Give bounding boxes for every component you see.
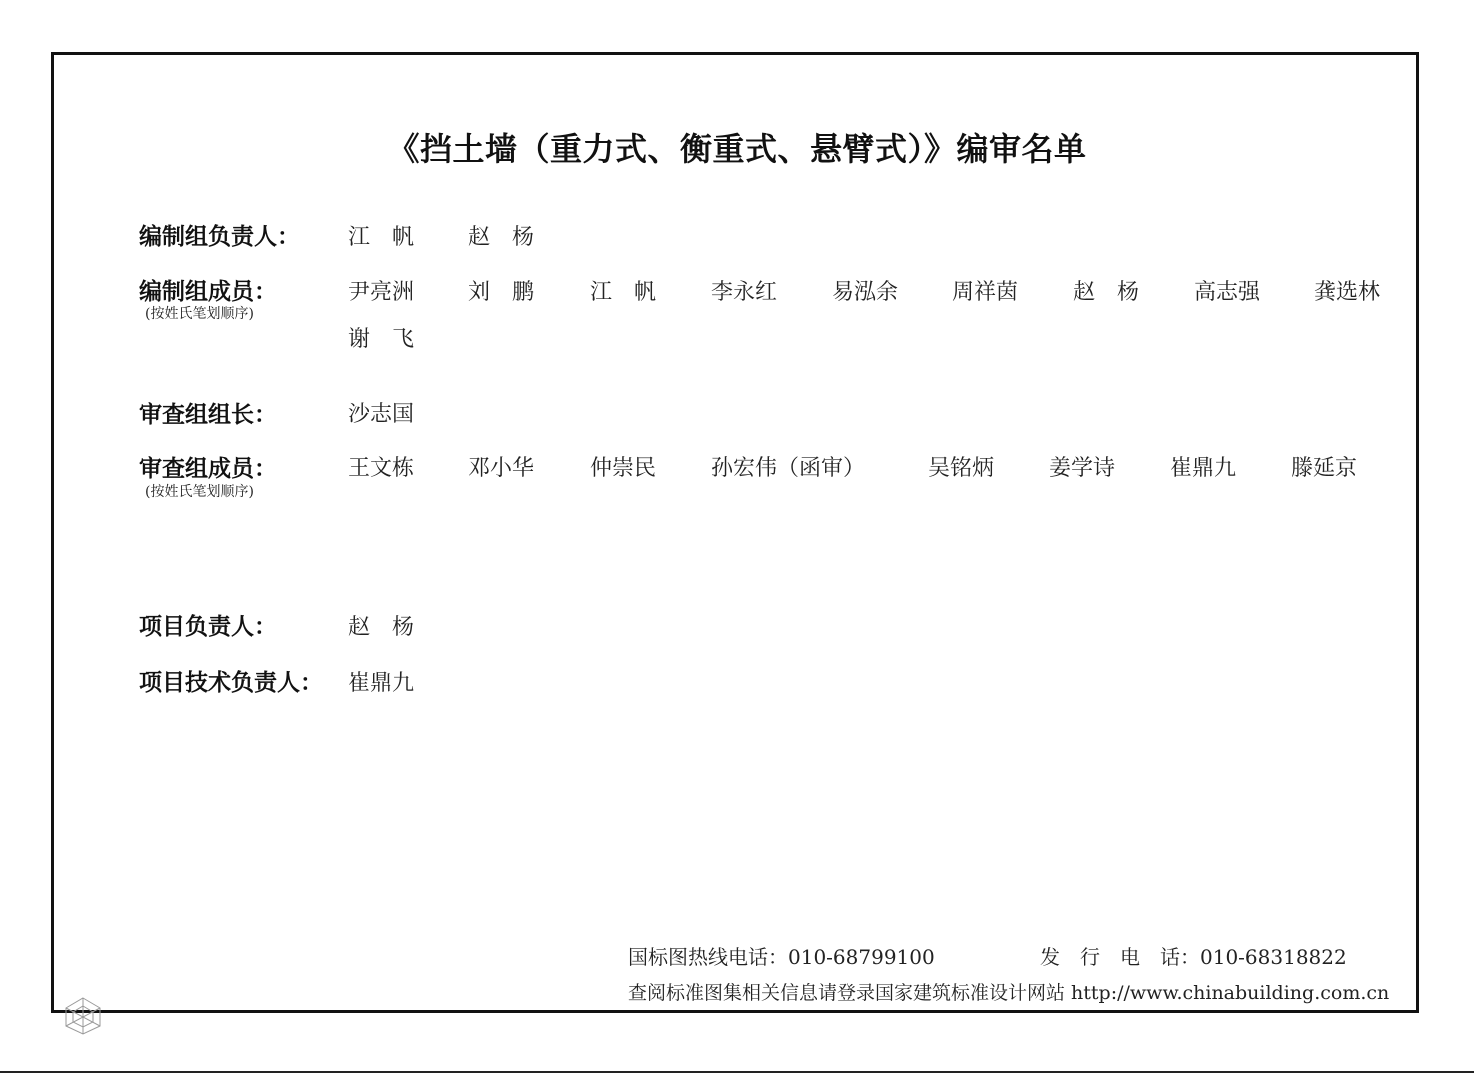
review-member-name: 吴铭炳 <box>928 456 995 481</box>
compile-member-name: 周祥茵 <box>952 280 1019 305</box>
review-members-note: (按姓氏笔划顺序) <box>145 484 254 500</box>
hotline-text: 国标图热线电话：010-68799100 <box>628 945 935 969</box>
review-member-name: 滕延京 <box>1291 456 1358 481</box>
compile-member-name: 江 帆 <box>590 280 657 305</box>
review-members-label: 审查组成员： <box>139 456 277 482</box>
review-leader-label: 审查组组长： <box>139 402 277 428</box>
compile-member-name: 刘 鹏 <box>468 280 535 305</box>
review-member-name: 邓小华 <box>468 456 535 481</box>
compile-members-label: 编制组成员： <box>139 279 277 305</box>
compile-leader-name: 江 帆 <box>348 225 415 250</box>
compile-member-name: 易泓余 <box>832 280 899 305</box>
bottom-rule <box>0 1071 1474 1073</box>
compile-members-note: (按姓氏笔划顺序) <box>145 306 254 322</box>
compile-member-name: 尹亮洲 <box>348 280 415 305</box>
review-leader-name: 沙志国 <box>348 402 415 427</box>
website-note: 查阅标准图集相关信息请登录国家建筑标准设计网站 http://www.chinabuilding.com.cn <box>628 982 1390 1004</box>
review-member-name: 崔鼎九 <box>1170 456 1237 481</box>
project-leader-label: 项目负责人： <box>139 614 277 640</box>
distribution-phone-text: 发 行 电 话：010-68318822 <box>1040 945 1347 969</box>
page-frame <box>51 52 1419 1013</box>
publisher-logo-icon <box>62 996 104 1036</box>
project-tech-leader-name: 崔鼎九 <box>348 671 415 696</box>
compile-member-name: 谢 飞 <box>348 327 415 352</box>
compile-member-name: 高志强 <box>1194 280 1261 305</box>
compile-leader-name: 赵 杨 <box>468 225 535 250</box>
compile-member-name: 李永红 <box>711 280 778 305</box>
page-title: 《挡土墙（重力式、衡重式、悬臂式）》编审名单 <box>387 130 1087 168</box>
review-member-name: 仲崇民 <box>590 456 657 481</box>
review-member-name: 王文栋 <box>348 456 415 481</box>
project-leader-name: 赵 杨 <box>348 615 415 640</box>
compile-member-name: 赵 杨 <box>1073 280 1140 305</box>
review-member-name: 孙宏伟（函审） <box>711 456 866 481</box>
compile-member-name: 龚选林 <box>1314 280 1381 305</box>
project-tech-leader-label: 项目技术负责人： <box>139 670 323 696</box>
review-member-name: 姜学诗 <box>1049 456 1116 481</box>
compile-leader-label: 编制组负责人： <box>139 224 300 250</box>
